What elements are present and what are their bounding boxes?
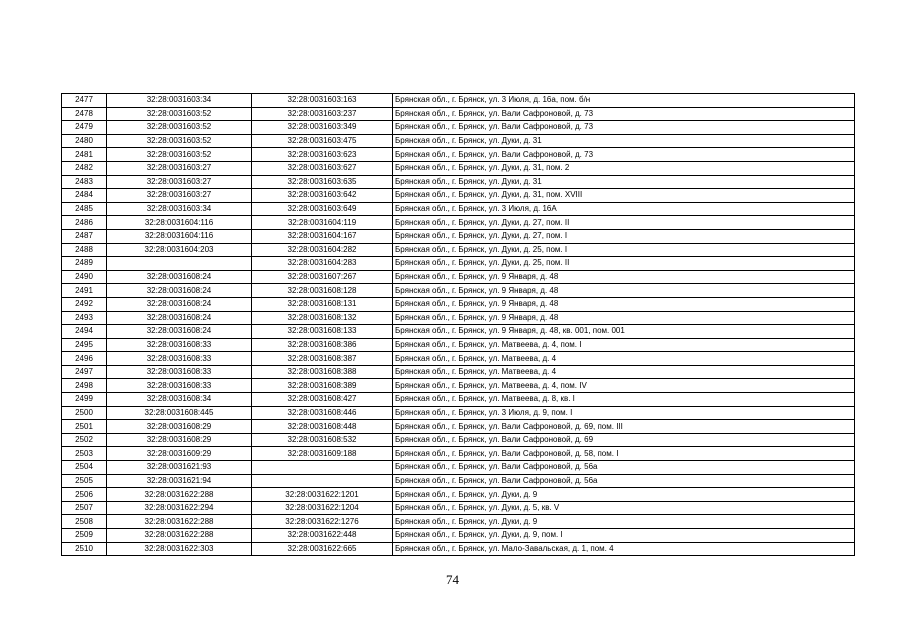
object-cadastral-number-cell: 32:28:0031604:282 <box>252 243 393 257</box>
row-number-cell: 2503 <box>62 447 107 461</box>
object-cadastral-number-cell <box>252 474 393 488</box>
land-cadastral-number-cell: 32:28:0031609:29 <box>107 447 252 461</box>
row-number-cell: 2509 <box>62 529 107 543</box>
row-number-cell: 2494 <box>62 325 107 339</box>
land-cadastral-number-cell: 32:28:0031608:24 <box>107 325 252 339</box>
land-cadastral-number-cell: 32:28:0031608:29 <box>107 420 252 434</box>
address-cell: Брянская обл., г. Брянск, ул. Вали Сафроновой, д. 56а <box>393 474 855 488</box>
land-cadastral-number-cell: 32:28:0031608:33 <box>107 365 252 379</box>
land-cadastral-number-cell: 32:28:0031603:34 <box>107 202 252 216</box>
object-cadastral-number-cell: 32:28:0031604:167 <box>252 229 393 243</box>
table-row <box>62 284 855 298</box>
row-number-cell: 2510 <box>62 542 107 556</box>
table-row <box>62 107 855 121</box>
object-cadastral-number-cell: 32:28:0031603:642 <box>252 189 393 203</box>
land-cadastral-number-cell: 32:28:0031608:24 <box>107 270 252 284</box>
address-cell: Брянская обл., г. Брянск, ул. Дуки, д. 25, пом. II <box>393 257 855 271</box>
address-cell: Брянская обл., г. Брянск, ул. 9 Января, д. 48 <box>393 270 855 284</box>
object-cadastral-number-cell: 32:28:0031607:267 <box>252 270 393 284</box>
address-cell: Брянская обл., г. Брянск, ул. 3 Июля, д. 9, пом. I <box>393 406 855 420</box>
row-number-cell: 2492 <box>62 297 107 311</box>
page-number: 74 <box>446 572 459 587</box>
address-cell: Брянская обл., г. Брянск, ул. 9 Января, д. 48, кв. 001, пом. 001 <box>393 325 855 339</box>
row-number-cell: 2496 <box>62 352 107 366</box>
table-row <box>62 216 855 230</box>
object-cadastral-number-cell: 32:28:0031608:128 <box>252 284 393 298</box>
object-cadastral-number-cell: 32:28:0031608:427 <box>252 393 393 407</box>
row-number-cell: 2486 <box>62 216 107 230</box>
table-row <box>62 420 855 434</box>
address-cell: Брянская обл., г. Брянск, ул. Матвеева, д. 4, пом. I <box>393 338 855 352</box>
table-row <box>62 297 855 311</box>
row-number-cell: 2485 <box>62 202 107 216</box>
land-cadastral-number-cell: 32:28:0031604:116 <box>107 216 252 230</box>
table-row <box>62 474 855 488</box>
address-cell: Брянская обл., г. Брянск, ул. Дуки, д. 27, пом. I <box>393 229 855 243</box>
row-number-cell: 2508 <box>62 515 107 529</box>
row-number-cell: 2495 <box>62 338 107 352</box>
land-cadastral-number-cell: 32:28:0031604:203 <box>107 243 252 257</box>
land-cadastral-number-cell: 32:28:0031622:303 <box>107 542 252 556</box>
row-number-cell: 2488 <box>62 243 107 257</box>
table-row <box>62 365 855 379</box>
table-row <box>62 311 855 325</box>
address-cell: Брянская обл., г. Брянск, ул. Матвеева, д. 4 <box>393 352 855 366</box>
row-number-cell: 2506 <box>62 488 107 502</box>
row-number-cell: 2507 <box>62 501 107 515</box>
land-cadastral-number-cell: 32:28:0031608:24 <box>107 284 252 298</box>
land-cadastral-number-cell: 32:28:0031622:288 <box>107 515 252 529</box>
address-cell: Брянская обл., г. Брянск, ул. 3 Июля, д. 16А <box>393 202 855 216</box>
land-cadastral-number-cell: 32:28:0031603:27 <box>107 175 252 189</box>
object-cadastral-number-cell: 32:28:0031609:188 <box>252 447 393 461</box>
land-cadastral-number-cell: 32:28:0031603:52 <box>107 148 252 162</box>
address-cell: Брянская обл., г. Брянск, ул. Дуки, д. 27, пом. II <box>393 216 855 230</box>
table-row <box>62 229 855 243</box>
land-cadastral-number-cell: 32:28:0031603:34 <box>107 94 252 108</box>
address-cell: Брянская обл., г. Брянск, ул. Вали Сафроновой, д. 69 <box>393 433 855 447</box>
object-cadastral-number-cell: 32:28:0031603:623 <box>252 148 393 162</box>
table-row <box>62 515 855 529</box>
table-row <box>62 433 855 447</box>
address-cell: Брянская обл., г. Брянск, ул. Дуки, д. 9 <box>393 515 855 529</box>
address-cell: Брянская обл., г. Брянск, ул. Вали Сафроновой, д. 69, пом. III <box>393 420 855 434</box>
object-cadastral-number-cell: 32:28:0031622:665 <box>252 542 393 556</box>
table-row <box>62 501 855 515</box>
table-row <box>62 175 855 189</box>
row-number-cell: 2504 <box>62 461 107 475</box>
table-row <box>62 243 855 257</box>
object-cadastral-number-cell: 32:28:0031608:446 <box>252 406 393 420</box>
registry-table <box>61 93 855 556</box>
object-cadastral-number-cell: 32:28:0031603:475 <box>252 134 393 148</box>
land-cadastral-number-cell: 32:28:0031622:288 <box>107 529 252 543</box>
land-cadastral-number-cell: 32:28:0031608:33 <box>107 379 252 393</box>
object-cadastral-number-cell: 32:28:0031608:387 <box>252 352 393 366</box>
object-cadastral-number-cell: 32:28:0031603:237 <box>252 107 393 121</box>
object-cadastral-number-cell: 32:28:0031622:1204 <box>252 501 393 515</box>
row-number-cell: 2499 <box>62 393 107 407</box>
land-cadastral-number-cell: 32:28:0031622:288 <box>107 488 252 502</box>
row-number-cell: 2480 <box>62 134 107 148</box>
object-cadastral-number-cell: 32:28:0031604:283 <box>252 257 393 271</box>
land-cadastral-number-cell: 32:28:0031603:52 <box>107 121 252 135</box>
address-cell: Брянская обл., г. Брянск, ул. 9 Января, д. 48 <box>393 297 855 311</box>
address-cell: Брянская обл., г. Брянск, ул. Вали Сафроновой, д. 56а <box>393 461 855 475</box>
object-cadastral-number-cell: 32:28:0031608:132 <box>252 311 393 325</box>
address-cell: Брянская обл., г. Брянск, ул. Дуки, д. 31, пом. 2 <box>393 161 855 175</box>
row-number-cell: 2487 <box>62 229 107 243</box>
object-cadastral-number-cell: 32:28:0031608:389 <box>252 379 393 393</box>
land-cadastral-number-cell: 32:28:0031608:29 <box>107 433 252 447</box>
table-row <box>62 447 855 461</box>
object-cadastral-number-cell: 32:28:0031622:448 <box>252 529 393 543</box>
object-cadastral-number-cell: 32:28:0031608:448 <box>252 420 393 434</box>
table-row <box>62 134 855 148</box>
land-cadastral-number-cell: 32:28:0031604:116 <box>107 229 252 243</box>
land-cadastral-number-cell: 32:28:0031622:294 <box>107 501 252 515</box>
land-cadastral-number-cell: 32:28:0031608:24 <box>107 297 252 311</box>
row-number-cell: 2501 <box>62 420 107 434</box>
object-cadastral-number-cell: 32:28:0031608:532 <box>252 433 393 447</box>
address-cell: Брянская обл., г. Брянск, ул. 9 Января, д. 48 <box>393 311 855 325</box>
address-cell: Брянская обл., г. Брянск, ул. Дуки, д. 9 <box>393 488 855 502</box>
table-row <box>62 393 855 407</box>
object-cadastral-number-cell: 32:28:0031608:386 <box>252 338 393 352</box>
table-row <box>62 338 855 352</box>
address-cell: Брянская обл., г. Брянск, ул. Вали Сафроновой, д. 73 <box>393 148 855 162</box>
address-cell: Брянская обл., г. Брянск, ул. Матвеева, д. 4, пом. IV <box>393 379 855 393</box>
land-cadastral-number-cell <box>107 257 252 271</box>
land-cadastral-number-cell: 32:28:0031608:24 <box>107 311 252 325</box>
table-row <box>62 406 855 420</box>
address-cell: Брянская обл., г. Брянск, ул. Дуки, д. 9, пом. I <box>393 529 855 543</box>
row-number-cell: 2498 <box>62 379 107 393</box>
object-cadastral-number-cell: 32:28:0031603:349 <box>252 121 393 135</box>
row-number-cell: 2490 <box>62 270 107 284</box>
table-row <box>62 121 855 135</box>
address-cell: Брянская обл., г. Брянск, ул. Дуки, д. 31 <box>393 175 855 189</box>
land-cadastral-number-cell: 32:28:0031608:34 <box>107 393 252 407</box>
table-row <box>62 325 855 339</box>
address-cell: Брянская обл., г. Брянск, ул. Вали Сафроновой, д. 73 <box>393 121 855 135</box>
land-cadastral-number-cell: 32:28:0031621:93 <box>107 461 252 475</box>
table-row <box>62 161 855 175</box>
address-cell: Брянская обл., г. Брянск, ул. Мало-Завальская, д. 1, пом. 4 <box>393 542 855 556</box>
row-number-cell: 2493 <box>62 311 107 325</box>
object-cadastral-number-cell: 32:28:0031608:133 <box>252 325 393 339</box>
object-cadastral-number-cell: 32:28:0031603:163 <box>252 94 393 108</box>
table-row <box>62 379 855 393</box>
row-number-cell: 2479 <box>62 121 107 135</box>
land-cadastral-number-cell: 32:28:0031608:33 <box>107 352 252 366</box>
address-cell: Брянская обл., г. Брянск, ул. Дуки, д. 31 <box>393 134 855 148</box>
object-cadastral-number-cell: 32:28:0031622:1276 <box>252 515 393 529</box>
row-number-cell: 2477 <box>62 94 107 108</box>
table-row <box>62 202 855 216</box>
object-cadastral-number-cell: 32:28:0031603:649 <box>252 202 393 216</box>
land-cadastral-number-cell: 32:28:0031603:52 <box>107 107 252 121</box>
table-row <box>62 529 855 543</box>
object-cadastral-number-cell <box>252 461 393 475</box>
object-cadastral-number-cell: 32:28:0031608:131 <box>252 297 393 311</box>
row-number-cell: 2497 <box>62 365 107 379</box>
table-row <box>62 542 855 556</box>
table-row <box>62 257 855 271</box>
address-cell: Брянская обл., г. Брянск, ул. Дуки, д. 5, кв. V <box>393 501 855 515</box>
address-cell: Брянская обл., г. Брянск, ул. 3 Июля, д. 16а, пом. б/н <box>393 94 855 108</box>
land-cadastral-number-cell: 32:28:0031603:27 <box>107 161 252 175</box>
object-cadastral-number-cell: 32:28:0031608:388 <box>252 365 393 379</box>
address-cell: Брянская обл., г. Брянск, ул. Вали Сафроновой, д. 73 <box>393 107 855 121</box>
row-number-cell: 2484 <box>62 189 107 203</box>
registry-table-body <box>62 94 855 556</box>
row-number-cell: 2502 <box>62 433 107 447</box>
address-cell: Брянская обл., г. Брянск, ул. Матвеева, д. 8, кв. I <box>393 393 855 407</box>
land-cadastral-number-cell: 32:28:0031608:445 <box>107 406 252 420</box>
land-cadastral-number-cell: 32:28:0031608:33 <box>107 338 252 352</box>
table-row <box>62 270 855 284</box>
table-row <box>62 488 855 502</box>
row-number-cell: 2481 <box>62 148 107 162</box>
address-cell: Брянская обл., г. Брянск, ул. 9 Января, д. 48 <box>393 284 855 298</box>
table-row <box>62 352 855 366</box>
row-number-cell: 2482 <box>62 161 107 175</box>
land-cadastral-number-cell: 32:28:0031603:52 <box>107 134 252 148</box>
row-number-cell: 2483 <box>62 175 107 189</box>
table-row <box>62 148 855 162</box>
table-row <box>62 94 855 108</box>
row-number-cell: 2505 <box>62 474 107 488</box>
row-number-cell: 2491 <box>62 284 107 298</box>
object-cadastral-number-cell: 32:28:0031603:635 <box>252 175 393 189</box>
land-cadastral-number-cell: 32:28:0031603:27 <box>107 189 252 203</box>
object-cadastral-number-cell: 32:28:0031622:1201 <box>252 488 393 502</box>
row-number-cell: 2489 <box>62 257 107 271</box>
address-cell: Брянская обл., г. Брянск, ул. Матвеева, д. 4 <box>393 365 855 379</box>
table-row <box>62 189 855 203</box>
address-cell: Брянская обл., г. Брянск, ул. Дуки, д. 25, пом. I <box>393 243 855 257</box>
table-row <box>62 461 855 475</box>
address-cell: Брянская обл., г. Брянск, ул. Вали Сафроновой, д. 58, пом. I <box>393 447 855 461</box>
address-cell: Брянская обл., г. Брянск, ул. Дуки, д. 31, пом. XVIII <box>393 189 855 203</box>
row-number-cell: 2478 <box>62 107 107 121</box>
row-number-cell: 2500 <box>62 406 107 420</box>
object-cadastral-number-cell: 32:28:0031603:627 <box>252 161 393 175</box>
object-cadastral-number-cell: 32:28:0031604:119 <box>252 216 393 230</box>
land-cadastral-number-cell: 32:28:0031621:94 <box>107 474 252 488</box>
